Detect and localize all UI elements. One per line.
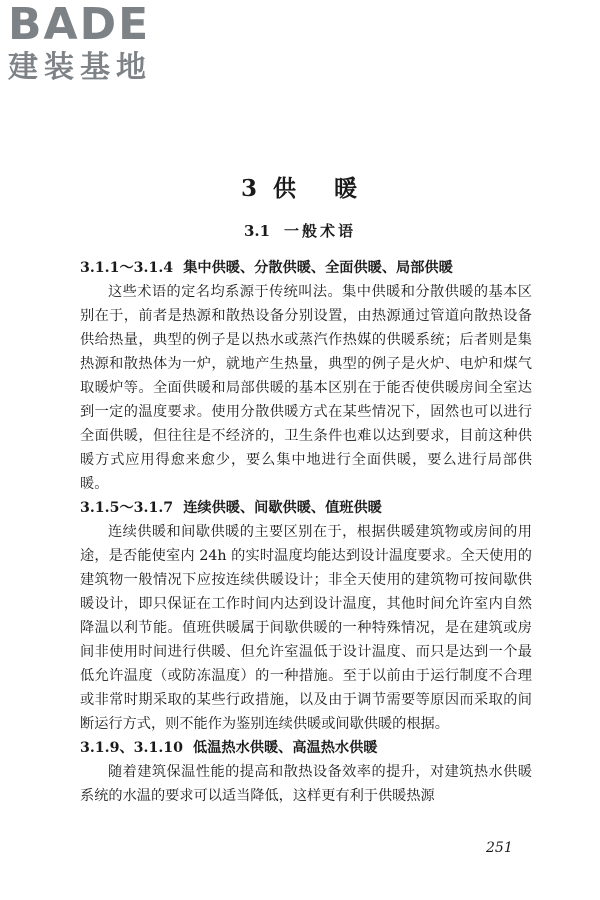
clause-title: 低温热水供暖、高温热水供暖 [193, 740, 378, 756]
paragraph-sentence: 这些术语的定名均系源于传统叫法。 [108, 284, 343, 300]
clause-code: 3.1.5～3.1.7 [80, 500, 174, 516]
paragraph: 随着建筑保温性能的提高和散热设备效率的提升，对建筑热水供暖系统的水温的要求可以适当降低，这样更有利于供暖热源 [80, 764, 532, 804]
body-text [80, 256, 532, 808]
clause-heading [80, 496, 532, 520]
clause-code: 3.1.1～3.1.4 [80, 260, 174, 276]
page-number: 251 [486, 840, 513, 856]
clause-heading [80, 256, 532, 280]
paragraph-sentence: 集中供暖和分散供暖的基本区别在于，前者是热源和散热设备分别设置，由热源通过管道向散热设备供给热量，典型的例子是以热水或蒸汽作热媒的供暖系统；后者则是集热源和散热体为一炉，就地产生热量，典型的例子是火炉、电炉和煤气取暖炉等。全面供暖和局部供暖的基本区别在于能否使供暖房间全室达到一定的温度要求。使用分散供暖方式在某些情况下，固然也可以进行全面供暖，但往往是不经济的，卫生条件也难以达到要求，目前这种供暖方式应用得愈来愈少，要么集中地进行全面供暖，要么进行局部供暖。 [80, 284, 532, 492]
clause-title: 连续供暖、间歇供暖、值班供暖 [183, 500, 382, 516]
paragraph: 连续供暖和间歇供暖的主要区别在于，根据供暖建筑物或房间的用途，是否能使室内 24h 的实时温度均能达到设计温度要求。全天使用的建筑物一般情况下应按连续供暖设计；非全天使用的建筑物可按间歇供暖设计，即只保证在工作时间内达到设计温度，其他时间允许室内自然降温以利节能。值班供暖属于间歇供暖的一种特殊情况，是在建筑或房间非使用时间进行供暖、但允许室温低于设计温度、而只是达到一个最低允许温度（或防冻温度）的一种措施。至于以前由于运行制度不合理或非常时期采取的某些行政措施，以及由于调节需要等原因而采取的间断运行方式，则不能作为鉴别连续供暖或间歇供暖的根据。 [80, 524, 532, 732]
chapter-title-part-1: 供 [273, 175, 298, 202]
clause-title: 集中供暖、分散供暖、全面供暖、局部供暖 [183, 260, 453, 276]
chapter-number: 3 [240, 175, 259, 202]
section-number: 3.1 [243, 222, 271, 240]
logo-subtitle: 建装基地 [8, 50, 152, 85]
section-title [0, 220, 600, 241]
logo-mark: BADE [8, 0, 151, 50]
clause-code: 3.1.9、3.1.10 [80, 740, 184, 756]
paragraph [80, 280, 532, 496]
clause-heading [80, 736, 532, 760]
chapter-title [0, 170, 600, 203]
chapter-title-part-2: 暖 [334, 175, 359, 202]
section-name: 一般术语 [284, 222, 357, 240]
logo [8, 2, 152, 88]
